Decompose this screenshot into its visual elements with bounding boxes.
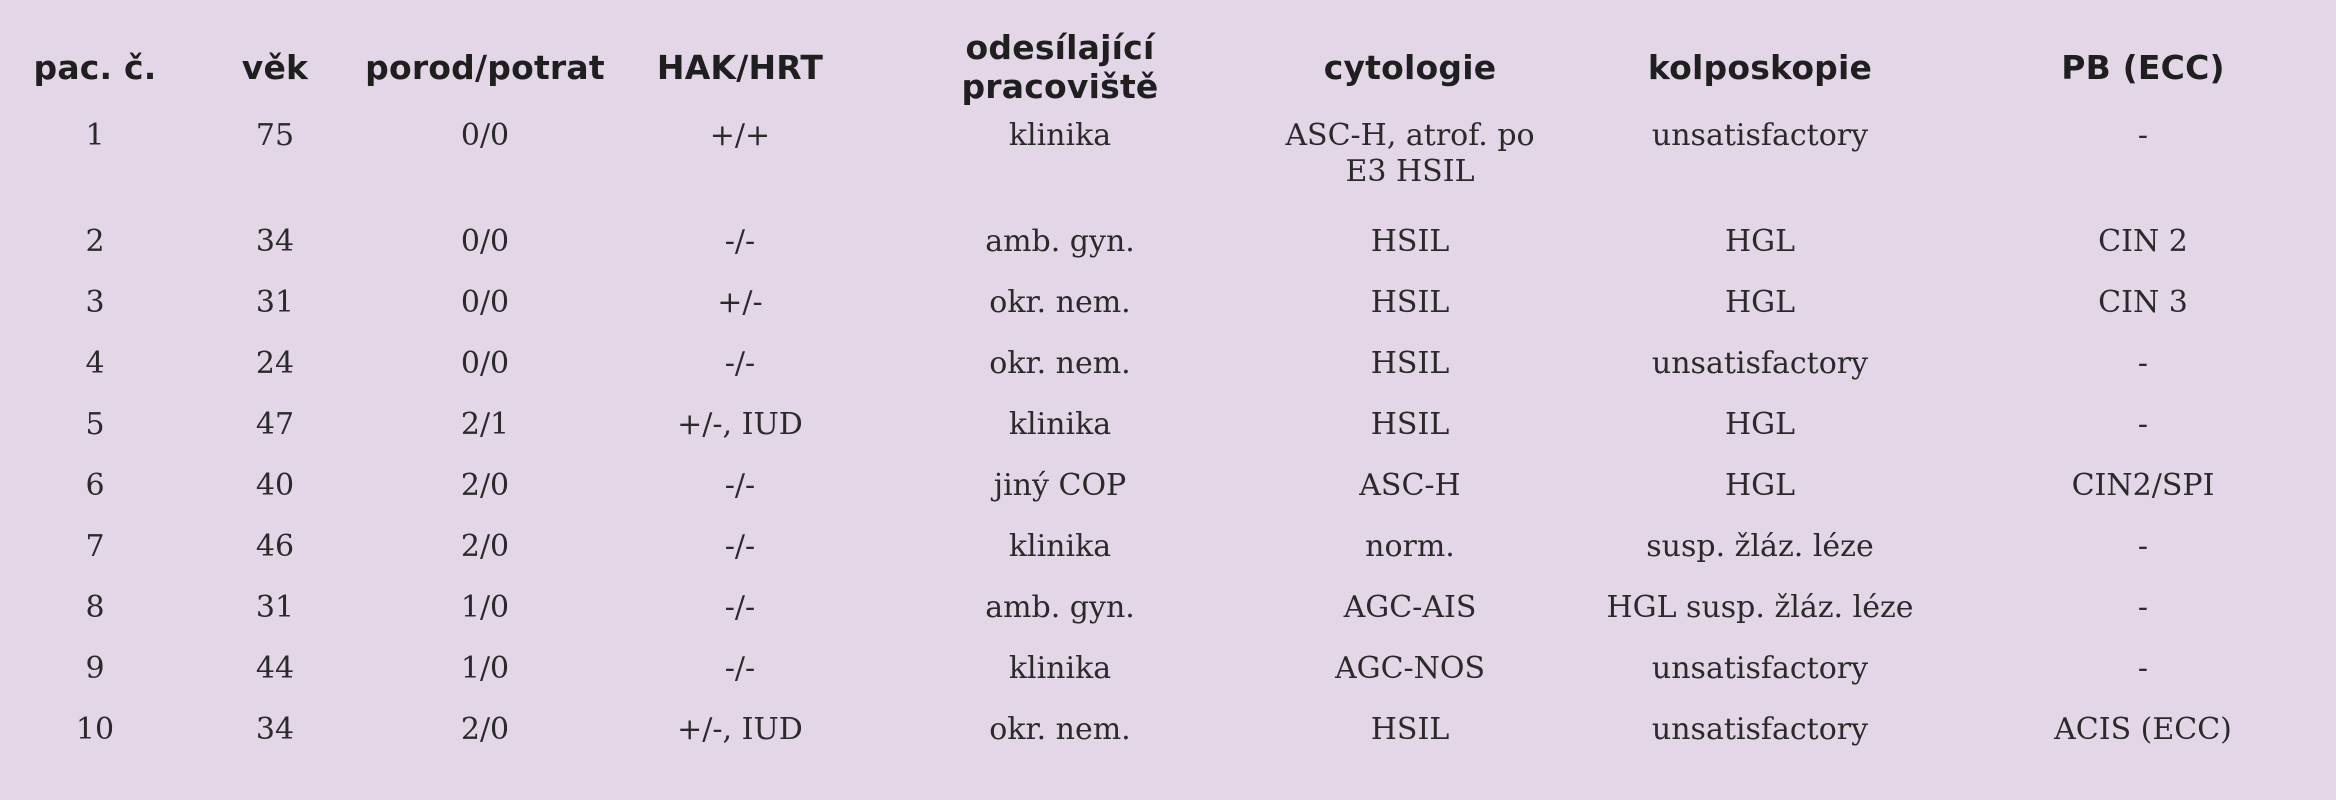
cell-hak-hrt: -/- (724, 590, 756, 625)
cell-cytology: ASC-H (1359, 468, 1461, 503)
header-colposcopy: kolposkopie (1647, 47, 1873, 87)
cell-age: 46 (255, 529, 295, 564)
cell-hak-hrt: +/- (717, 285, 763, 320)
cell-hak-hrt: -/- (724, 651, 756, 686)
table-row (0, 340, 2336, 401)
table-row (0, 462, 2336, 523)
cell-birth-abortion: 0/0 (460, 118, 510, 153)
cell-cytology: HSIL (1370, 224, 1450, 259)
header-patient-number: pac. č. (33, 47, 157, 87)
table-row (0, 584, 2336, 645)
cell-colposcopy: unsatisfactory (1651, 712, 1869, 747)
table-row (0, 645, 2336, 706)
header-cytology: cytologie (1323, 47, 1497, 87)
header-age: věk (241, 47, 309, 87)
cell-cytology-line: ASC-H, atrof. po (1285, 118, 1535, 153)
cell-age: 31 (255, 285, 295, 320)
cell-colposcopy: HGL susp. žláz. léze (1606, 590, 1914, 625)
cell-birth-abortion: 2/0 (460, 529, 510, 564)
cell-hak-hrt: +/-, IUD (677, 712, 803, 747)
header-row (0, 28, 2336, 106)
cell-age: 44 (255, 651, 295, 686)
cell-age: 47 (255, 407, 295, 442)
cell-birth-abortion: 2/0 (460, 468, 510, 503)
cell-patient-number: 10 (75, 712, 115, 747)
cell-biopsy: - (2137, 118, 2149, 153)
cell-hak-hrt: -/- (724, 468, 756, 503)
cell-biopsy: - (2137, 407, 2149, 442)
cell-cytology: HSIL (1370, 285, 1450, 320)
cell-colposcopy: HGL (1724, 224, 1796, 259)
cell-biopsy: - (2137, 651, 2149, 686)
cell-cytology: norm. (1365, 529, 1455, 564)
cell-referring-site: klinika (1008, 118, 1112, 153)
cell-age: 24 (255, 346, 295, 381)
cell-referring-site: okr. nem. (989, 285, 1131, 320)
cell-cytology: HSIL (1370, 712, 1450, 747)
patients-table (0, 28, 2336, 767)
cell-age: 40 (255, 468, 295, 503)
cell-colposcopy: susp. žláz. léze (1646, 529, 1874, 564)
cell-birth-abortion: 1/0 (460, 590, 510, 625)
header-biopsy: PB (ECC) (2061, 47, 2225, 87)
table-row (0, 279, 2336, 340)
cell-colposcopy: HGL (1724, 285, 1796, 320)
cell-birth-abortion: 1/0 (460, 651, 510, 686)
cell-birth-abortion: 0/0 (460, 224, 510, 259)
cell-colposcopy: unsatisfactory (1651, 651, 1869, 686)
cell-hak-hrt: -/- (724, 529, 756, 564)
cell-patient-number: 3 (85, 285, 105, 320)
cell-biopsy: CIN 2 (2098, 224, 2188, 259)
cell-biopsy: CIN 3 (2098, 285, 2188, 320)
cell-birth-abortion: 0/0 (460, 346, 510, 381)
cell-birth-abortion: 2/0 (460, 712, 510, 747)
header-birth-abortion: porod/potrat (365, 47, 605, 87)
cell-patient-number: 5 (85, 407, 105, 442)
cell-cytology (1250, 106, 1570, 218)
cell-birth-abortion: 2/1 (460, 407, 510, 442)
cell-colposcopy: HGL (1724, 407, 1796, 442)
cell-referring-site: okr. nem. (989, 346, 1131, 381)
cell-referring-site: klinika (1008, 651, 1112, 686)
cell-referring-site: amb. gyn. (985, 590, 1135, 625)
cell-birth-abortion: 0/0 (460, 285, 510, 320)
table-row (0, 401, 2336, 462)
cell-patient-number: 9 (85, 651, 105, 686)
cell-cytology: AGC-NOS (1334, 651, 1486, 686)
cell-patient-number: 6 (85, 468, 105, 503)
cell-hak-hrt: -/- (724, 346, 756, 381)
cell-colposcopy: unsatisfactory (1651, 346, 1869, 381)
cell-age: 34 (255, 712, 295, 747)
cell-biopsy: ACIS (ECC) (2054, 712, 2232, 747)
cell-cytology: HSIL (1370, 346, 1450, 381)
cell-referring-site: klinika (1008, 407, 1112, 442)
cell-biopsy: CIN2/SPI (2071, 468, 2215, 503)
cell-hak-hrt: +/+ (709, 118, 771, 153)
cell-biopsy: - (2137, 529, 2149, 564)
cell-cytology: AGC-AIS (1343, 590, 1477, 625)
table-row (0, 706, 2336, 767)
table-row (0, 523, 2336, 584)
cell-colposcopy: HGL (1724, 468, 1796, 503)
table-row (0, 218, 2336, 279)
cell-referring-site: okr. nem. (989, 712, 1131, 747)
cell-referring-site: amb. gyn. (985, 224, 1135, 259)
cell-colposcopy: unsatisfactory (1651, 118, 1869, 153)
cell-hak-hrt: +/-, IUD (677, 407, 803, 442)
cell-biopsy: - (2137, 590, 2149, 625)
cell-patient-number: 7 (85, 529, 105, 564)
cell-patient-number: 2 (85, 224, 105, 259)
cell-patient-number: 8 (85, 590, 105, 625)
cell-referring-site: jiný COP (993, 468, 1127, 503)
cell-age: 75 (255, 118, 295, 153)
cell-biopsy: - (2137, 346, 2149, 381)
cell-cytology: HSIL (1370, 407, 1450, 442)
cell-referring-site: klinika (1008, 529, 1112, 564)
cell-patient-number: 4 (85, 346, 105, 381)
cell-age: 34 (255, 224, 295, 259)
header-hak-hrt: HAK/HRT (656, 47, 824, 87)
cell-cytology-line: E3 HSIL (1345, 154, 1475, 189)
table-row (0, 106, 2336, 218)
header-referring-site: odesílající pracoviště (961, 28, 1159, 106)
cell-patient-number: 1 (85, 118, 105, 153)
cell-hak-hrt: -/- (724, 224, 756, 259)
cell-age: 31 (255, 590, 295, 625)
